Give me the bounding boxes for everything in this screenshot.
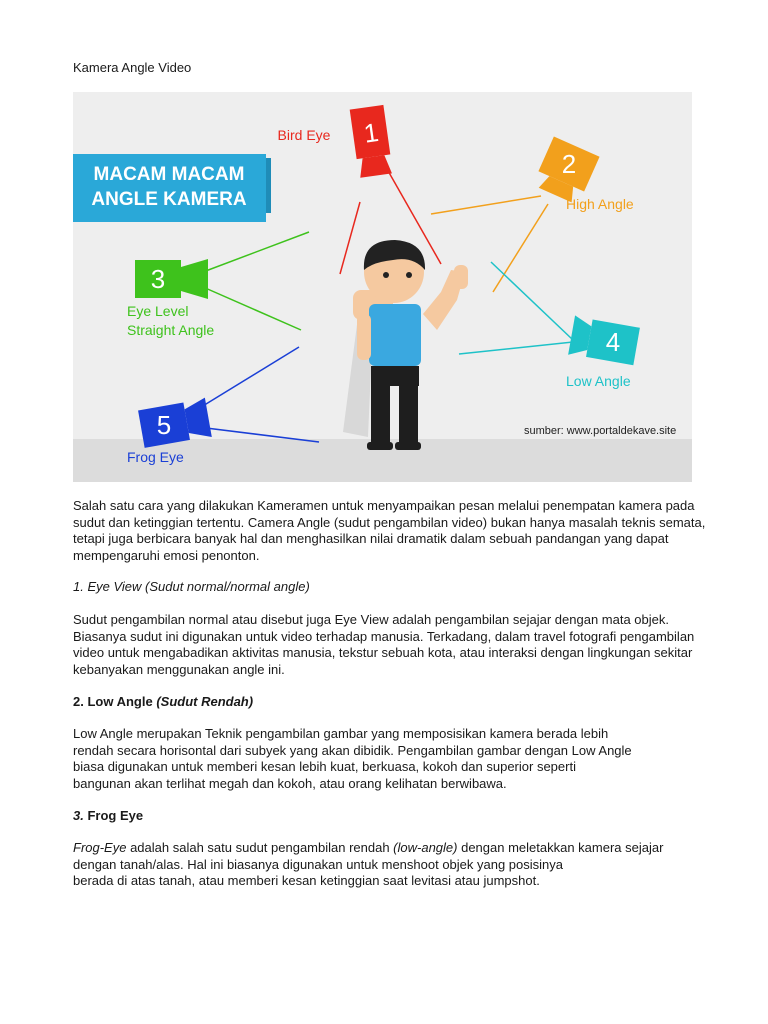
person-left-leg bbox=[371, 382, 390, 444]
section-3-text1: adalah salah satu sudut pengambilan rendah bbox=[126, 840, 394, 855]
person-left-arm bbox=[357, 314, 371, 360]
low-angle-line bbox=[459, 342, 573, 354]
banner-line1: MACAM MACAM bbox=[93, 164, 245, 185]
section-3-heading-number: 3. bbox=[73, 808, 84, 823]
section-3-heading-text: Frog Eye bbox=[83, 808, 144, 823]
person-right-leg bbox=[399, 382, 418, 444]
section-2-line1: Low Angle merupakan Teknik pengambilan gambar yang memposisikan kamera berada lebih bbox=[73, 726, 609, 741]
bird-eye-label: Bird Eye bbox=[277, 127, 331, 143]
camera-4-low-angle bbox=[568, 315, 640, 366]
section-1-heading: 1. Eye View (Sudut normal/normal angle) bbox=[73, 579, 310, 594]
eye-level-line bbox=[203, 287, 301, 330]
camera-2-number: 2 bbox=[561, 149, 577, 179]
camera-2-high-angle bbox=[532, 136, 599, 205]
frog-eye-line bbox=[193, 347, 299, 412]
section-2-line3: bangunan akan terlihat megah dan kokoh, atau orang kelihatan berwibawa. bbox=[73, 775, 507, 791]
low-angle-label: Low Angle bbox=[566, 373, 631, 389]
eye-level-line bbox=[203, 232, 309, 272]
source-credit: sumber: www.portaldekave.site bbox=[524, 425, 677, 437]
person-hand bbox=[454, 265, 468, 289]
section-2-line2: rendah secara horisontal dari subyek yang akan dibidik. Pengambilan gambar dengan Low Angle biasa digunakan untuk memberi kesan lebih kuat, berkuasa, kokoh dan superior seperti bbox=[73, 742, 632, 774]
low-angle-term: (low-angle) bbox=[393, 840, 458, 855]
person-eye bbox=[406, 272, 412, 278]
section-3-text2: dengan meletakkan kamera sejajar dengan tanah/alas. Hal ini biasanya digunakan untuk menshoot objek yang posisinya bbox=[73, 840, 664, 872]
section-2-heading bbox=[73, 694, 713, 711]
section-3-line2: berada di atas tanah, atau memberi kesan ketinggian saat levitasi atau jumpshot. bbox=[73, 873, 540, 888]
person-figure bbox=[353, 240, 468, 450]
section-2-body bbox=[73, 726, 663, 792]
document-title: Kamera Angle Video bbox=[73, 60, 192, 75]
banner-line2: ANGLE KAMERA bbox=[91, 189, 247, 210]
eye-level-label: Eye Level bbox=[127, 303, 189, 319]
section-3-heading bbox=[73, 808, 713, 825]
camera-5-number: 5 bbox=[156, 410, 172, 440]
person-right-shoe bbox=[395, 442, 421, 450]
section-1-body: Sudut pengambilan normal atau disebut juga Eye View adalah pengambilan sejajar dengan mata objek. Biasanya sudut ini digunakan untuk video terhadap manusia. Terkadang, dalam travel fotografi pengambilan video untuk mengabadikan aktivitas manusia, tekstur sebuah kota, atau interaksi dengan lingkungan sekitar kebanyakan menggunakan angle ini. bbox=[73, 612, 695, 677]
camera-3-eye-level bbox=[135, 259, 208, 299]
section-3-body bbox=[73, 840, 707, 890]
camera-angle-infographic bbox=[73, 92, 692, 482]
frog-eye-label: Frog Eye bbox=[127, 449, 184, 465]
camera-lens bbox=[181, 259, 208, 299]
infographic-svg bbox=[73, 92, 692, 482]
person-left-shoe bbox=[367, 442, 393, 450]
camera-4-number: 4 bbox=[605, 327, 621, 357]
camera-1-number: 1 bbox=[361, 116, 381, 149]
camera-1-bird-eye bbox=[350, 105, 393, 178]
high-angle-line bbox=[431, 196, 541, 214]
bird-eye-line bbox=[340, 202, 360, 274]
straight-angle-label: Straight Angle bbox=[127, 322, 215, 338]
person-eye bbox=[383, 272, 389, 278]
person-shirt bbox=[369, 304, 421, 366]
section-3-para bbox=[73, 840, 707, 873]
high-angle-line bbox=[493, 204, 548, 292]
section-2-heading-bold: 2. Low Angle bbox=[73, 694, 157, 709]
section-2-heading-italic: (Sudut Rendah) bbox=[156, 694, 254, 709]
frog-eye-term: Frog-Eye bbox=[73, 840, 127, 855]
camera-3-number: 3 bbox=[150, 264, 166, 294]
intro-paragraph: Salah satu cara yang dilakukan Kameramen untuk menyampaikan pesan melalui penempatan kamera pada sudut dan ketinggian tertentu. Camera Angle (sudut pengambilan video) bukan hanya masalah teknis semata, tetapi juga berbicara banyak hal dan menghasilkan nilai dramatik dalam sebuah pandangan yang dapat mempengaruhi emosi penonton. bbox=[73, 498, 706, 563]
low-angle-line bbox=[491, 262, 573, 340]
high-angle-label: High Angle bbox=[566, 196, 634, 212]
